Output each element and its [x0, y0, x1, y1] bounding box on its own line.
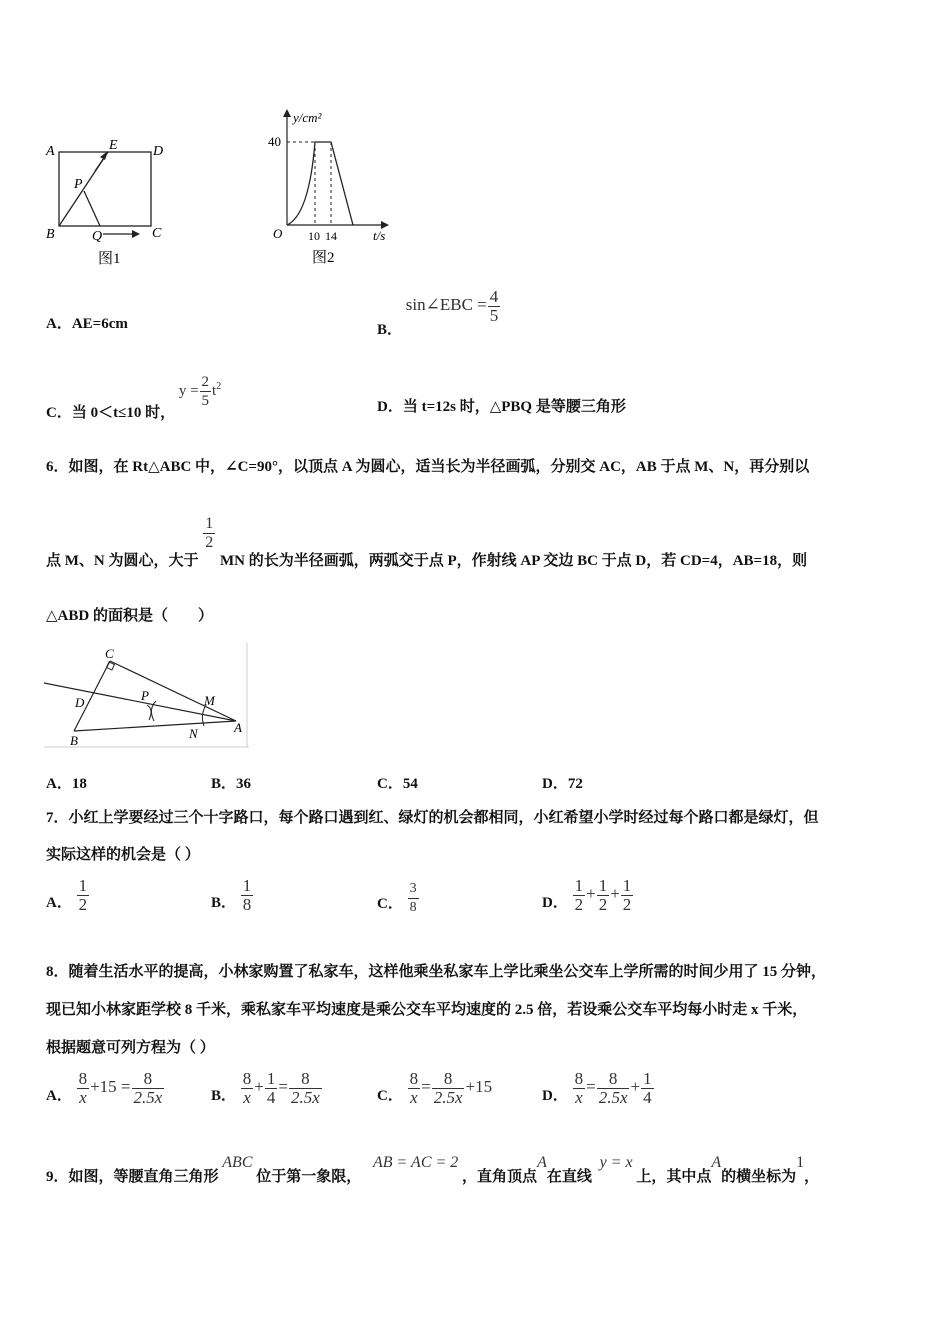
- q6-option-b[interactable]: [211, 772, 251, 793]
- q9-math: A: [537, 1154, 547, 1171]
- q6-label-P: P: [141, 688, 149, 703]
- q9-line1: [46, 1152, 820, 1185]
- q7-option-d[interactable]: [542, 877, 634, 914]
- fraction-denominator: 2: [205, 534, 214, 551]
- fraction-denominator: 2.5x: [433, 1088, 463, 1107]
- q7-line2: 实际这样的机会是（ ）: [46, 847, 200, 863]
- fig2-y-label: y/cm²: [293, 110, 322, 125]
- fig2-x-label: t/s: [373, 228, 386, 243]
- option-letter: C．: [377, 895, 403, 912]
- q7-option-a[interactable]: [46, 877, 90, 914]
- equation: [76, 1069, 166, 1107]
- q9-text: 上，其中点: [636, 1169, 712, 1185]
- formula-prefix: y =: [178, 382, 199, 399]
- option-letter: B．: [211, 776, 237, 792]
- q5-figure2: [265, 100, 395, 270]
- fraction-denominator: 8: [242, 895, 252, 914]
- option-fraction: [407, 881, 420, 915]
- fraction-denominator: 2: [574, 895, 584, 914]
- q8-option-b[interactable]: [211, 1070, 323, 1107]
- option-letter: A．: [46, 895, 72, 912]
- fraction-numerator: 1: [242, 876, 252, 895]
- fraction-denominator: 2.5x: [133, 1088, 163, 1107]
- q5-option-a[interactable]: [46, 312, 128, 333]
- option-value: 72: [567, 776, 583, 792]
- equals-sign: =: [421, 1077, 431, 1097]
- option-letter: D．: [542, 895, 568, 912]
- option-letter: C．: [46, 404, 72, 421]
- formula-prefix: sin∠EBC =: [405, 295, 487, 315]
- fraction-numerator: 8: [443, 1069, 453, 1088]
- fraction-denominator: 2: [622, 895, 632, 914]
- q6-label-B: B: [70, 733, 78, 748]
- fraction-numerator: 8: [143, 1069, 153, 1088]
- q6-label-D: D: [75, 695, 85, 710]
- q6-label-M: M: [204, 693, 215, 708]
- plus-sign: +: [610, 884, 620, 904]
- q9-text: 在直线: [546, 1169, 592, 1185]
- option-expression: [572, 876, 635, 914]
- option-letter: B．: [211, 895, 237, 912]
- option-text: 当 t=12s 时，△PBQ 是等腰三角形: [402, 399, 626, 415]
- option-letter: A．: [46, 1088, 72, 1105]
- option-text: AE=6cm: [71, 316, 128, 332]
- q6-line2-post: MN 的长为半径画弧，两弧交于点 P，作射线 AP 交边 BC 于点 D，若 CD=4，AB=18，则: [220, 553, 808, 570]
- fig1-label-B: B: [46, 227, 55, 242]
- fraction-numerator: 1: [574, 876, 584, 895]
- equals-sign: =: [278, 1077, 288, 1097]
- fig1-label-D: D: [153, 144, 164, 159]
- plus-sign: +: [254, 1077, 264, 1097]
- fraction-denominator: x: [575, 1088, 583, 1107]
- option-letter: B．: [211, 1088, 237, 1105]
- q8-line2: 现已知小林家距学校 8 千米，乘私家车平均速度是乘公交车平均速度的 2.5 倍，若设乘公交车平均每小时走 x 千米，: [46, 1002, 808, 1018]
- q9-math: y = x: [599, 1154, 633, 1171]
- q6-figure: [44, 643, 249, 749]
- fraction-numerator: 8: [574, 1069, 584, 1088]
- q5-figure1: [40, 135, 180, 270]
- equation: [572, 1069, 655, 1107]
- option-letter: A．: [46, 316, 72, 332]
- q6-label-C: C: [105, 646, 114, 661]
- fig1-label-P: P: [74, 177, 83, 192]
- q9-text: 的横坐标为: [721, 1169, 797, 1185]
- option-letter: B．: [377, 322, 403, 339]
- fraction-numerator: 1: [205, 515, 214, 532]
- fig1-caption: 图1: [98, 251, 121, 267]
- fraction-denominator: 2: [598, 895, 608, 914]
- option-value: 18: [71, 776, 87, 792]
- q6-line2: [46, 515, 808, 570]
- fig1-label-A: A: [46, 144, 55, 159]
- q6-option-d[interactable]: [542, 772, 583, 793]
- fraction-numerator: 8: [608, 1069, 618, 1088]
- option-value: 36: [236, 776, 252, 792]
- half-fraction: [202, 515, 216, 551]
- equation-middle: +15 =: [90, 1077, 131, 1097]
- fraction-denominator: x: [410, 1088, 418, 1107]
- fraction-numerator: 1: [598, 876, 608, 895]
- fraction-denominator: 2.5x: [598, 1088, 628, 1107]
- fraction-numerator: 1: [266, 1069, 276, 1088]
- fraction-numerator: 1: [78, 876, 88, 895]
- q5-option-b[interactable]: [377, 287, 501, 339]
- sin-formula: [405, 287, 501, 325]
- q6-label-A: A: [234, 720, 242, 735]
- fig2-x-tick-10: 10: [308, 229, 320, 243]
- q8-option-c[interactable]: [377, 1070, 492, 1107]
- q9-math: 1: [796, 1154, 805, 1171]
- q9-text: ，直角顶点: [462, 1169, 538, 1185]
- q6-line1: 6．如图，在 Rt△ABC 中，∠C=90°，以顶点 A 为圆心，适当长为半径画弧，分别交 AC，AB 于点 M、N，再分别以: [46, 459, 810, 475]
- option-letter: C．: [377, 1088, 403, 1105]
- fraction-numerator: 8: [78, 1069, 88, 1088]
- fig1-label-Q: Q: [92, 229, 103, 244]
- fig1-label-C: C: [152, 226, 162, 241]
- fraction-denominator: x: [243, 1088, 251, 1107]
- q6-line3: △ABD 的面积是（ ）: [46, 608, 213, 624]
- q7-option-b[interactable]: [211, 877, 254, 914]
- q5-option-c[interactable]: [46, 373, 222, 421]
- fraction-numerator: 8: [301, 1069, 310, 1088]
- formula-exponent: 2: [216, 380, 222, 392]
- option-value: 54: [402, 776, 418, 792]
- plus-sign: +: [586, 884, 596, 904]
- equals-sign: =: [586, 1077, 596, 1097]
- q7-line1: 7．小红上学要经过三个十字路口，每个路口遇到红、绿灯的机会都相同，小红希望小学时经过每个路口都是绿灯，但: [46, 810, 819, 826]
- fraction-numerator: 8: [242, 1069, 252, 1088]
- q6-label-N: N: [189, 726, 198, 741]
- option-letter: A．: [46, 776, 72, 792]
- q5-option-d[interactable]: [377, 395, 626, 416]
- option-fraction: [240, 876, 255, 914]
- option-letter: D．: [377, 399, 403, 415]
- q9-math: ABC: [222, 1154, 253, 1171]
- equation-tail: +15: [465, 1077, 493, 1097]
- option-letter: C．: [377, 776, 403, 792]
- equation: [240, 1069, 323, 1107]
- fraction-denominator: 4: [643, 1088, 652, 1107]
- q9-text: ，: [804, 1169, 820, 1185]
- option-letter: D．: [542, 1088, 568, 1105]
- fraction-denominator: 8: [409, 900, 417, 915]
- fig2-y-tick: 40: [268, 134, 281, 149]
- fraction-numerator: 8: [409, 1069, 419, 1088]
- q6-line2-pre: 点 M、N 为圆心，大于: [46, 553, 199, 570]
- option-fraction: [76, 876, 91, 914]
- fraction-numerator: 4: [489, 287, 499, 306]
- fig2-origin: O: [273, 226, 283, 241]
- q8-option-a[interactable]: [46, 1070, 165, 1107]
- fraction-denominator: 5: [201, 393, 210, 409]
- fig1-label-E: E: [109, 138, 118, 153]
- equation: [407, 1069, 493, 1107]
- q6-option-c[interactable]: [377, 772, 418, 793]
- fig2-x-tick-14: 14: [325, 229, 337, 243]
- q9-text: 9．如图，等腰直角三角形: [46, 1169, 219, 1185]
- q8-line1: 8．随着生活水平的提高，小林家购置了私家车，这样他乘坐私家车上学比乘坐公交车上学所需的时间少用了 15 分钟，: [46, 964, 827, 980]
- fraction-numerator: 1: [643, 1069, 652, 1088]
- fraction-numerator: 3: [409, 881, 417, 896]
- fraction-denominator: 4: [266, 1088, 276, 1107]
- q8-line3: 根据题意可列方程为（ ）: [46, 1040, 215, 1056]
- q6-option-a[interactable]: [46, 772, 87, 793]
- option-text: 当 0＜t≤10 时，: [71, 404, 176, 421]
- y-formula: [178, 374, 222, 409]
- q7-option-c[interactable]: [377, 880, 420, 917]
- formula-variable: t: [212, 382, 217, 399]
- fraction-denominator: 5: [489, 306, 499, 325]
- q8-option-d[interactable]: [542, 1070, 655, 1107]
- plus-sign: +: [630, 1077, 641, 1097]
- fraction-numerator: 2: [201, 374, 210, 390]
- fig2-caption: 图2: [312, 250, 335, 266]
- fraction-denominator: 2: [78, 895, 88, 914]
- q9-text: 位于第一象限，: [256, 1169, 362, 1185]
- option-letter: D．: [542, 776, 568, 792]
- q9-math: A: [711, 1154, 722, 1171]
- fraction-denominator: x: [79, 1088, 87, 1107]
- fraction-denominator: 2.5x: [290, 1088, 320, 1107]
- q9-math: AB = AC = 2: [373, 1154, 459, 1171]
- fraction-numerator: 1: [622, 876, 632, 895]
